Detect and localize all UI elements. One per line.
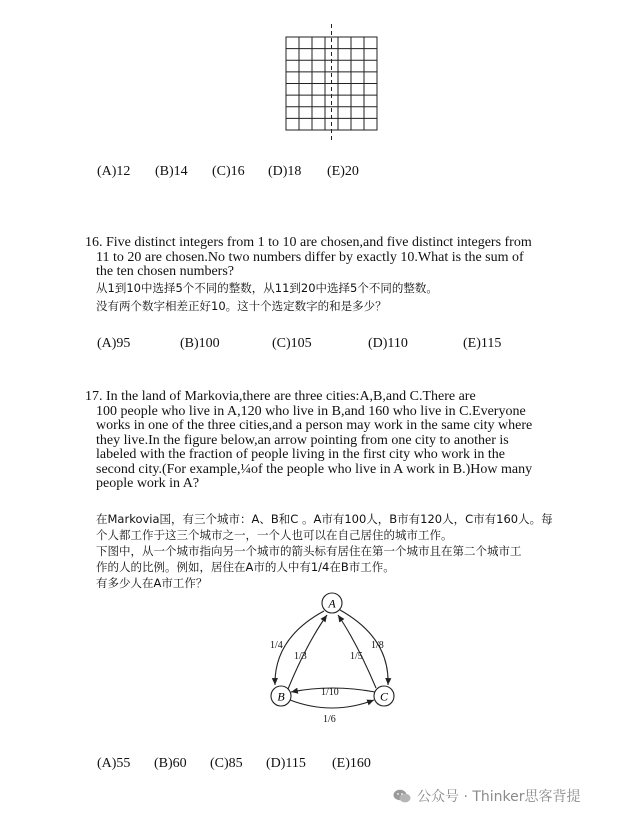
q16-option-d[interactable]: (D)110 — [368, 336, 408, 351]
grid-figure — [280, 22, 380, 142]
q15-option-a[interactable]: (A)12 — [97, 164, 131, 179]
q15-option-b[interactable]: (B)14 — [155, 164, 188, 179]
q16-option-e[interactable]: (E)115 — [463, 336, 502, 351]
label-a-to-b: 1/4 — [270, 640, 283, 651]
q16-option-c[interactable]: (C)105 — [272, 336, 312, 351]
q16-line: the ten chosen numbers? — [96, 264, 235, 279]
q17-option-d[interactable]: (D)115 — [266, 756, 306, 771]
q16-zh-line: 从1到10中选择5个不同的整数，从11到20中选择5个不同的整数。 — [96, 281, 438, 295]
q17-zh-line: 有多少人在A市工作？ — [96, 576, 208, 590]
q16-question — [85, 236, 532, 280]
svg-text:B: B — [277, 689, 285, 704]
label-b-to-a: 1/3 — [294, 651, 307, 662]
q17-question — [85, 390, 532, 492]
q15-option-d[interactable]: (D)18 — [268, 164, 302, 179]
q17-question-zh — [96, 511, 553, 591]
watermark-text: 公众号 · Thinker思客背提 — [417, 789, 581, 805]
watermark — [393, 786, 581, 806]
q17-line: they live.In the figure below,an arrow pointing from one city to another is — [96, 432, 509, 448]
q17-line: people work in A? — [96, 476, 200, 491]
markovia-diagram — [260, 588, 410, 728]
q16-option-a[interactable]: (A)95 — [97, 336, 131, 351]
wechat-icon — [393, 789, 411, 803]
node-a — [322, 593, 342, 613]
q15-option-e[interactable]: (E)20 — [327, 164, 359, 179]
q17-zh-line: 作的人的比例。例如，居住在A市的人中有1/4在B市工作。 — [96, 560, 395, 574]
q17-option-b[interactable]: (B)60 — [154, 756, 187, 771]
node-b — [271, 686, 291, 706]
q16-zh-line: 没有两个数字相差正好10。这十个选定数字的和是多少？ — [96, 299, 387, 313]
edge-b-to-c — [290, 700, 374, 708]
q16-question-zh — [96, 280, 438, 314]
svg-text:C: C — [379, 689, 389, 704]
label-a-to-c: 1/8 — [371, 640, 384, 651]
q17-zh-line: 下图中，从一个城市指向另一个城市的箭头标有居住在第一个城市且在第二个城市工 — [96, 544, 522, 558]
q17-line: works in one of the three cities,and a person may work in the same city where — [96, 418, 533, 433]
q17-line: 100 people who live in A,120 who live in B,and 160 who live in C.Everyone — [96, 403, 526, 419]
q17-line: second city.(For example,¼of the people who live in A work in B.)How many — [96, 461, 533, 477]
q17-line: labeled with the fraction of people living in the first city who work in the — [96, 447, 506, 462]
label-c-to-b: 1/10 — [321, 687, 339, 698]
q16-line: 11 to 20 are chosen.No two numbers differ by exactly 10.What is the sum of — [96, 249, 524, 265]
q17-line: 17. In the land of Markovia,there are three cities:A,B,and C.There are — [85, 389, 476, 404]
q16-option-b[interactable]: (B)100 — [180, 336, 220, 351]
q17-zh-line: 个人都工作于这三个城市之一，一个人也可以在自己居住的城市工作。 — [96, 528, 453, 542]
node-c — [374, 686, 394, 706]
label-c-to-a: 1/5 — [350, 651, 363, 662]
q17-option-a[interactable]: (A)55 — [97, 756, 131, 771]
svg-text:A: A — [328, 596, 336, 611]
q17-option-e[interactable]: (E)160 — [332, 756, 371, 771]
q17-option-c[interactable]: (C)85 — [210, 756, 243, 771]
q15-option-c[interactable]: (C)16 — [212, 164, 245, 179]
q17-zh-line: 在Markovia国，有三个城市：A、B和C 。A市有100人，B市有120人，C市有160人。每 — [96, 512, 553, 526]
q16-line: 16. Five distinct integers from 1 to 10 are chosen,and five distinct integers from — [85, 235, 532, 250]
label-b-to-c: 1/6 — [323, 714, 336, 725]
